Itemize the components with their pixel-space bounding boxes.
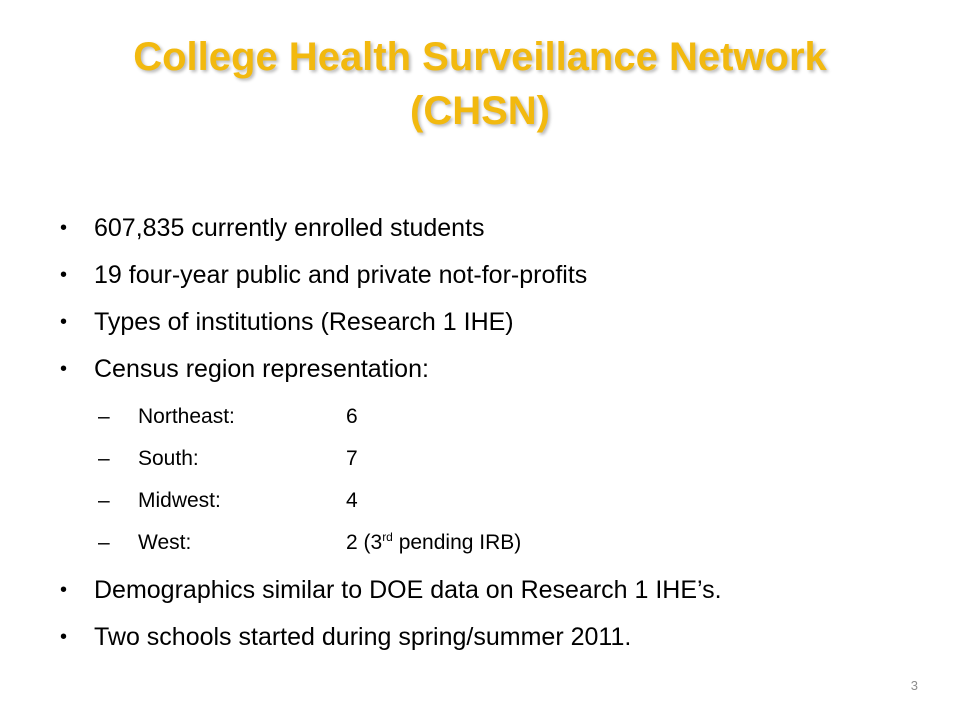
sub-item-midwest [56,480,916,522]
region-value: 4 [346,489,358,512]
bullet-enrolled-students [56,205,916,252]
region-label: West: [138,531,192,554]
region-value-prefix: 2 (3 [346,531,383,554]
bullet-text: 19 four-year public and private not-for-profits [94,261,588,289]
sub-item-northeast [56,396,916,438]
bullet-icon: • [60,311,68,333]
region-value [346,531,521,554]
title-line-1: College Health Surveillance Network [133,35,827,79]
bullet-census-regions [56,346,916,393]
dash-icon: – [98,447,110,470]
bullet-text: Two schools started during spring/summer 2011. [94,623,632,651]
bullet-text: Types of institutions (Research 1 IHE) [94,308,514,336]
sub-item-south [56,438,916,480]
bullet-icon: • [60,217,68,239]
bullet-demographics [56,567,916,614]
bullet-text: 607,835 currently enrolled students [94,214,485,242]
region-label: South: [138,447,199,470]
bullet-icon: • [60,579,68,601]
title-line-2: (CHSN) [410,89,550,133]
sub-item-west [56,522,916,564]
bullet-icon: • [60,264,68,286]
slide-title [40,30,920,138]
ordinal-superscript: rd [382,530,393,544]
region-value: 7 [346,447,358,470]
bullet-list [56,205,916,661]
dash-icon: – [98,489,110,512]
region-label: Northeast: [138,405,235,428]
bullet-text: Census region representation: [94,355,429,383]
bullet-icon: • [60,358,68,380]
bullet-institution-count [56,252,916,299]
region-value-suffix: pending IRB) [392,531,522,554]
bullet-institution-types [56,299,916,346]
dash-icon: – [98,531,110,554]
bullet-text: Demographics similar to DOE data on Research 1 IHE’s. [94,576,722,604]
dash-icon: – [98,405,110,428]
bullet-icon: • [60,626,68,648]
page-number: 3 [910,678,918,693]
region-value: 6 [346,405,358,428]
bullet-schools-started [56,614,916,661]
region-label: Midwest: [138,489,221,512]
